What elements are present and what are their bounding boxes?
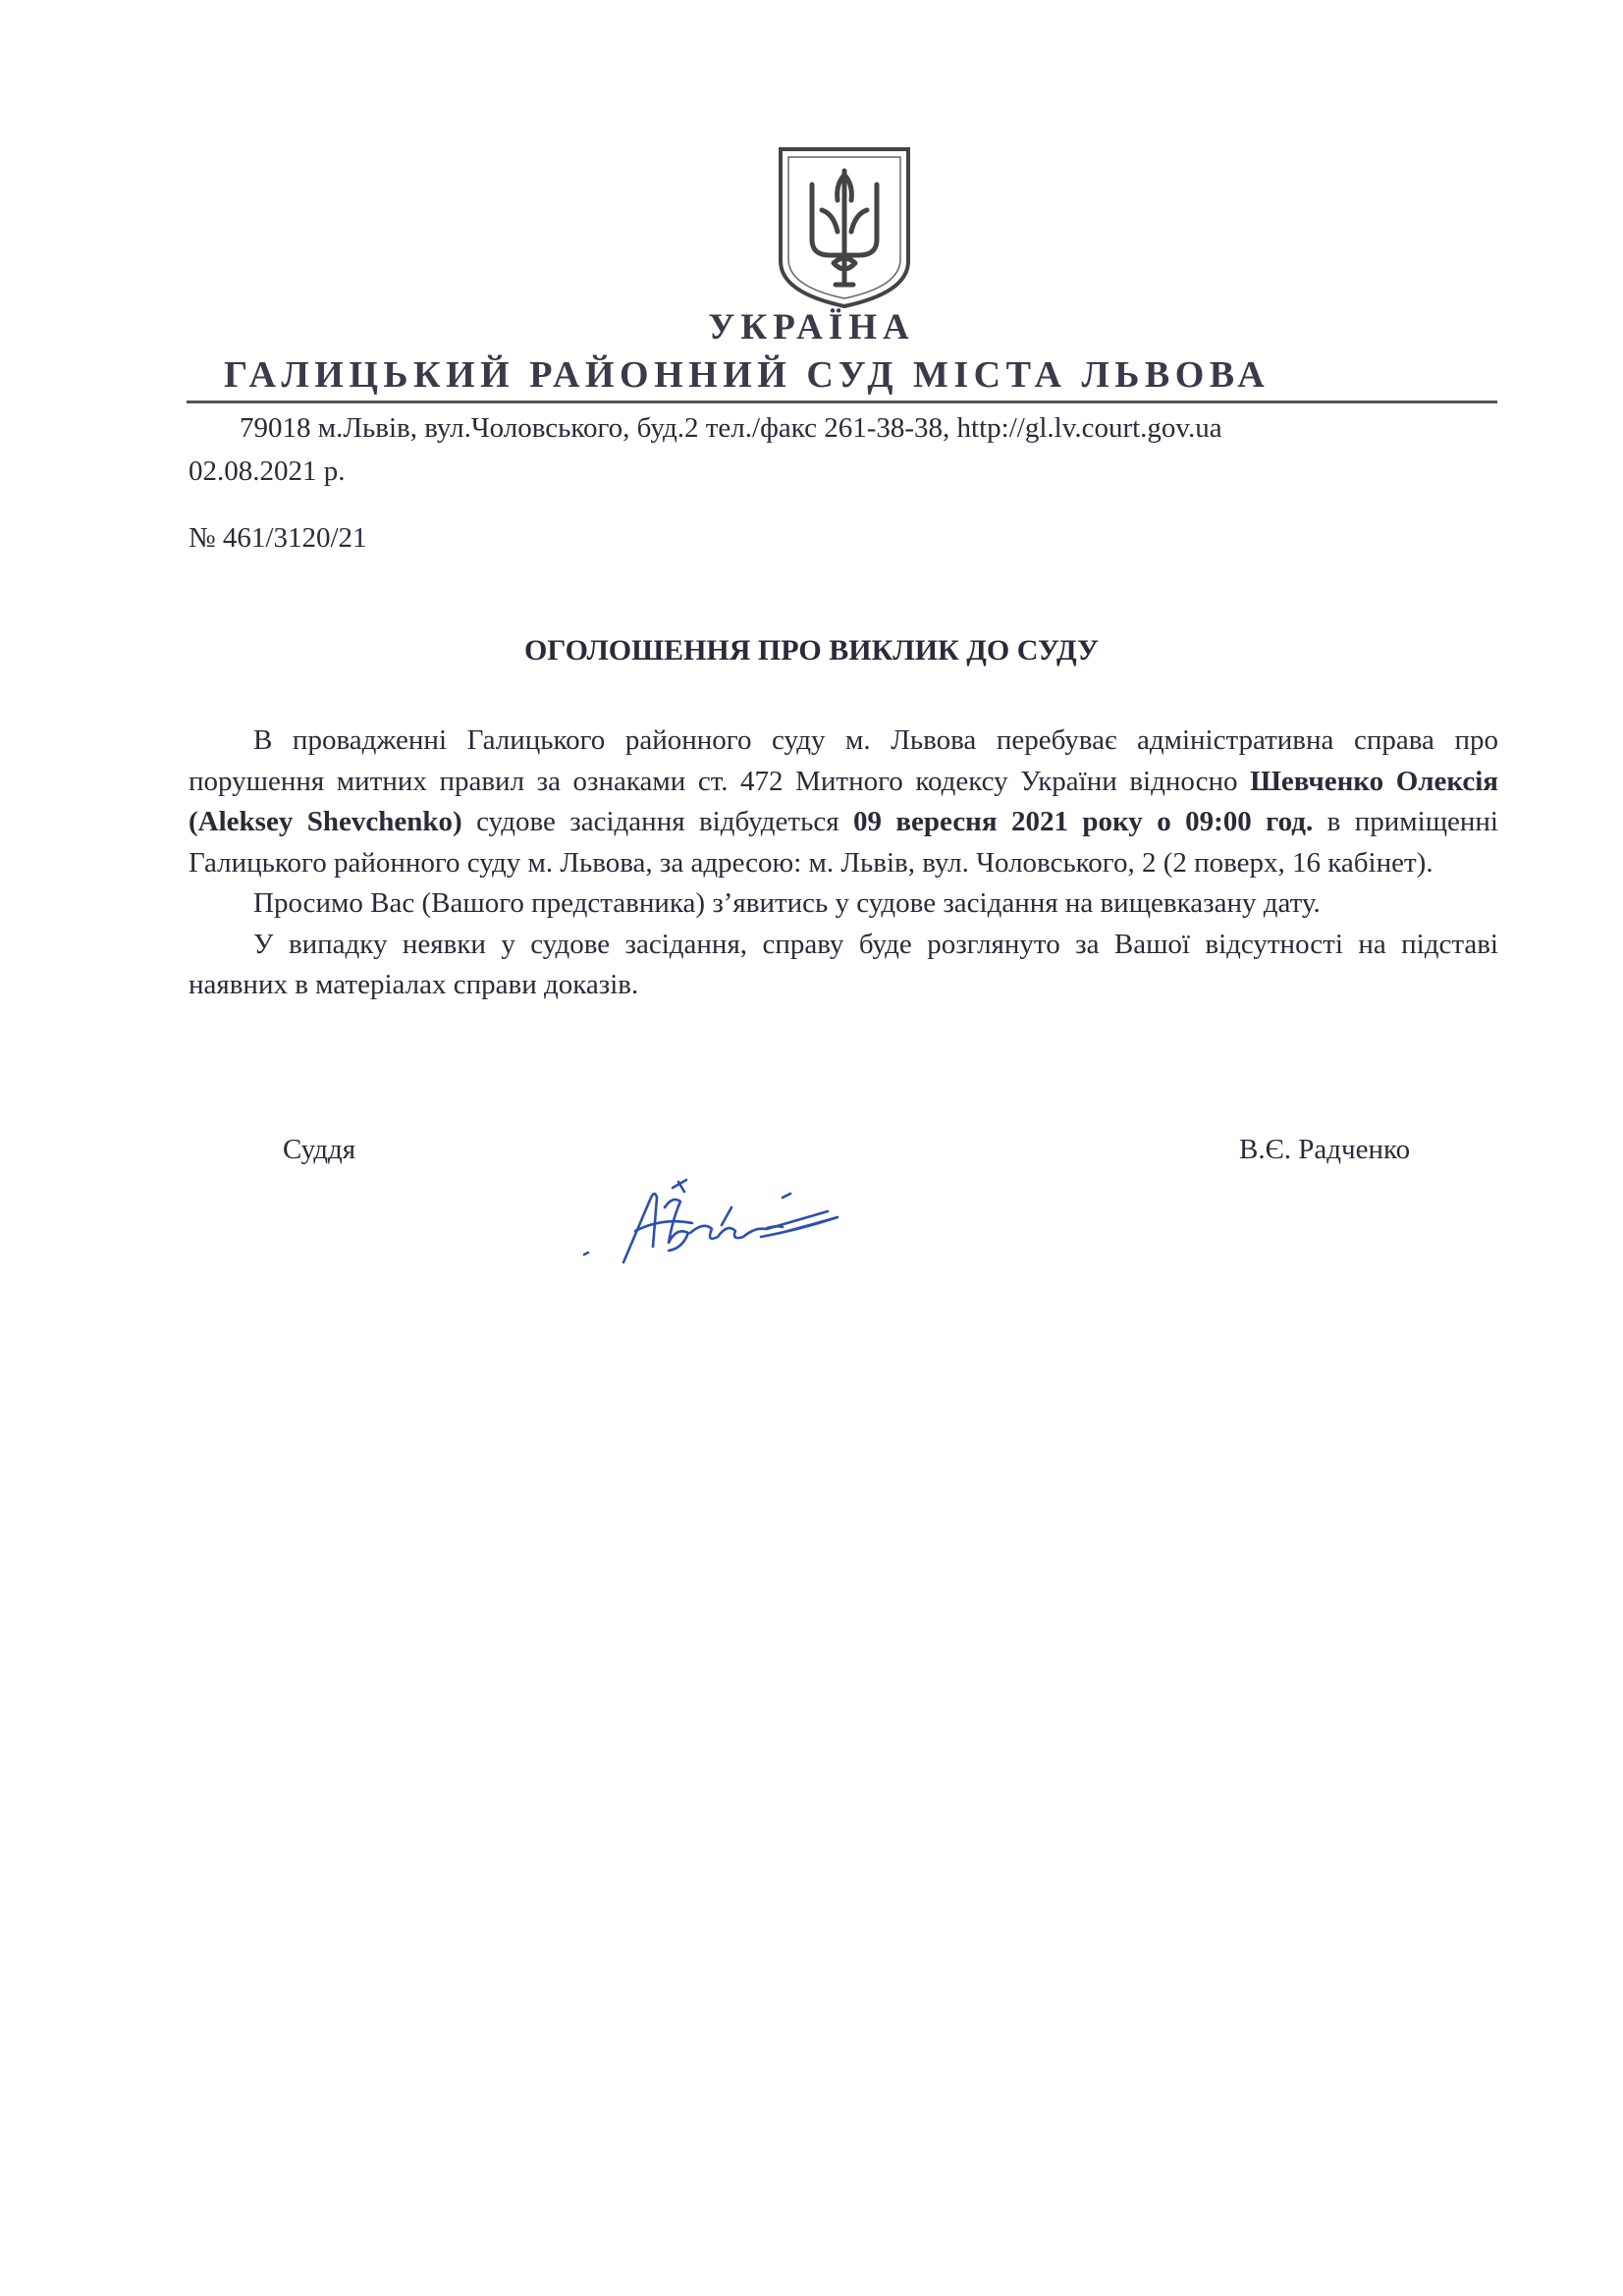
paragraph-text: судове засідання відбудеться	[461, 806, 853, 837]
handwritten-signature	[574, 1168, 889, 1276]
coat-of-arms-icon	[777, 145, 912, 310]
paragraph-case-details	[189, 721, 1498, 883]
judge-name: В.Є. Радченко	[1239, 1134, 1411, 1165]
paragraph-warning: У випадку неявки у судове засідання, справу буде розглянуто за Вашої відсутності на підставі наявних в матеріалах справи доказів.	[189, 928, 1498, 1000]
country-heading: УКРАЇНА	[708, 307, 915, 347]
document-body	[189, 721, 1498, 1006]
document-title: ОГОЛОШЕННЯ ПРО ВИКЛИК ДО СУДУ	[523, 634, 1100, 667]
court-name-heading: ГАЛИЦЬКИЙ РАЙОННИЙ СУД МІСТА ЛЬВОВА	[224, 354, 1271, 396]
paragraph-request: Просимо Вас (Вашого представника) з’явитись у судове засідання на вищевказану дату.	[253, 887, 1321, 919]
judge-role: Суддя	[283, 1134, 356, 1165]
hearing-datetime: 09 вересня 2021 року о 09:00 год.	[852, 806, 1314, 837]
paragraph-text: В провадженні Галицького районного суду м. Львова перебуває адміністративна справа про порушення митних правил за ознаками ст. 472 Митного кодексу України відносно	[189, 724, 1498, 797]
court-address: 79018 м.Львів, вул.Чоловського, буд.2 тел./факс 261-38-38, http://gl.lv.court.gov.ua	[240, 412, 1222, 444]
defendant-name: Шевченко Олексія (Aleksey Shevchenko)	[189, 765, 1499, 837]
paragraph-text: в приміщенні Галицького районного суду м. Львова, за адресою: м. Львів, вул. Чоловського, 2 (2 поверх, 16 кабінет).	[189, 806, 1498, 879]
document-date: 02.08.2021 р.	[189, 455, 346, 487]
header-divider	[187, 400, 1497, 403]
case-number: № 461/3120/21	[189, 522, 367, 554]
